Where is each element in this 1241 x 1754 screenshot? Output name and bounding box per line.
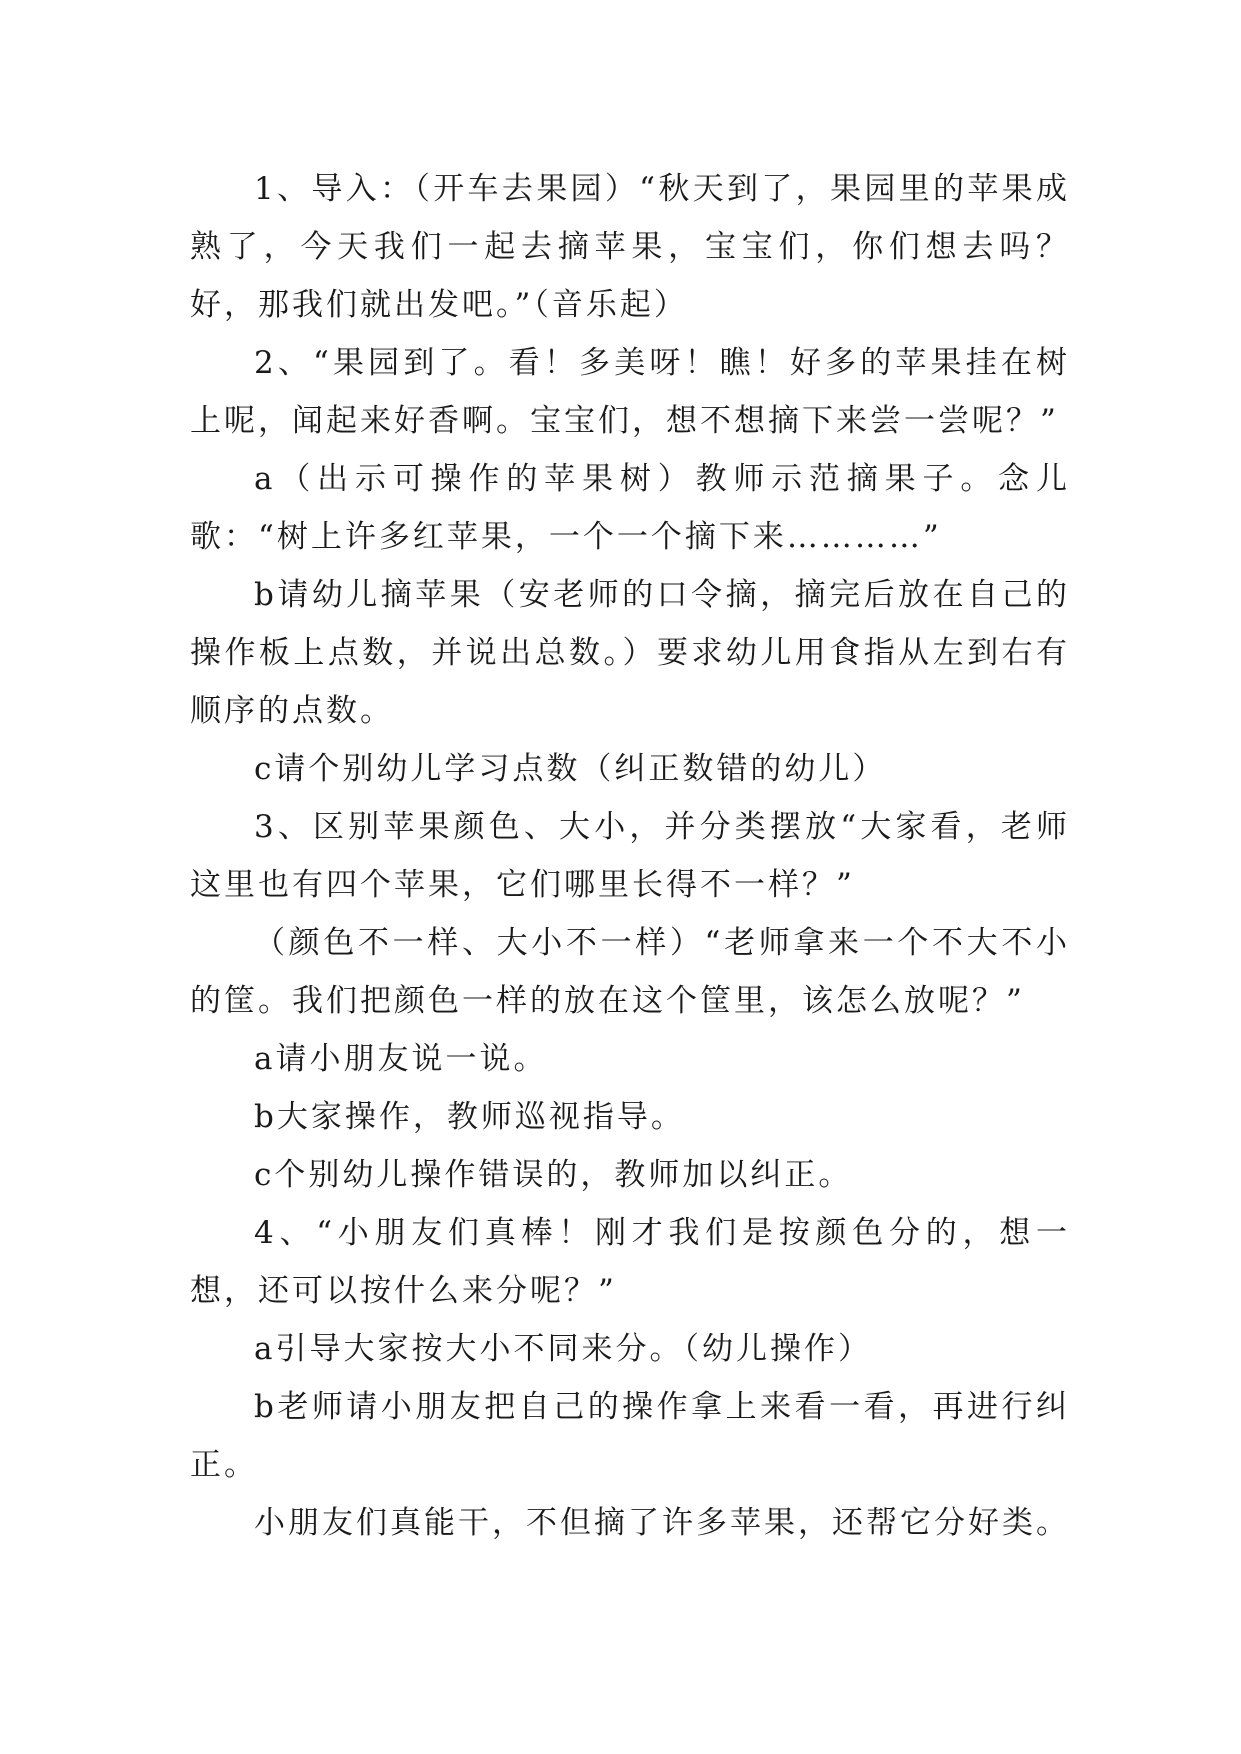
paragraph-demo: a（出示可操作的苹果树）教师示范摘果子。念儿歌：“树上许多红苹果，一个一个摘下来…………” <box>190 461 1070 555</box>
document-body <box>190 160 1070 1552</box>
paragraph-pick: b请幼儿摘苹果（安老师的口令摘，摘完后放在自己的操作板上点数，并说出总数。）要求幼儿用食指从左到右有顺序的点数。 <box>190 577 1070 729</box>
paragraph-operate: b大家操作，教师巡视指导。 <box>254 1099 685 1135</box>
paragraph-sort: 3、区别苹果颜色、大小，并分类摆放“大家看，老师这里也有四个苹果，它们哪里长得不一样？” <box>190 809 1070 903</box>
paragraph-correct: c个别幼儿操作错误的，教师加以纠正。 <box>254 1157 853 1193</box>
paragraph-intro: 1、导入：（开车去果园）“秋天到了，果园里的苹果成熟了，今天我们一起去摘苹果，宝宝们，你们想去吗？好，那我们就出发吧。”（音乐起） <box>190 171 1070 323</box>
paragraph-count: c请个别幼儿学习点数（纠正数错的幼儿） <box>254 751 887 787</box>
paragraph-basket: （颜色不一样、大小不一样）“老师拿来一个不大不小的筐。我们把颜色一样的放在这个筐里，该怎么放呢？” <box>190 925 1070 1019</box>
paragraph-say: a请小朋友说一说。 <box>254 1041 548 1077</box>
paragraph-orchard: 2、“果园到了。看！多美呀！瞧！好多的苹果挂在树上呢，闻起来好香啊。宝宝们，想不想摘下来尝一尝呢？” <box>190 345 1070 439</box>
paragraph-review: b老师请小朋友把自己的操作拿上来看一看，再进行纠正。 <box>190 1389 1070 1483</box>
paragraph-size: a引导大家按大小不同来分。（幼儿操作） <box>254 1331 872 1367</box>
paragraph-summary: 小朋友们真能干，不但摘了许多苹果，还帮它分好类。 <box>254 1505 1070 1541</box>
paragraph-think: 4、“小朋友们真棒！刚才我们是按颜色分的，想一想，还可以按什么来分呢？” <box>190 1215 1070 1309</box>
